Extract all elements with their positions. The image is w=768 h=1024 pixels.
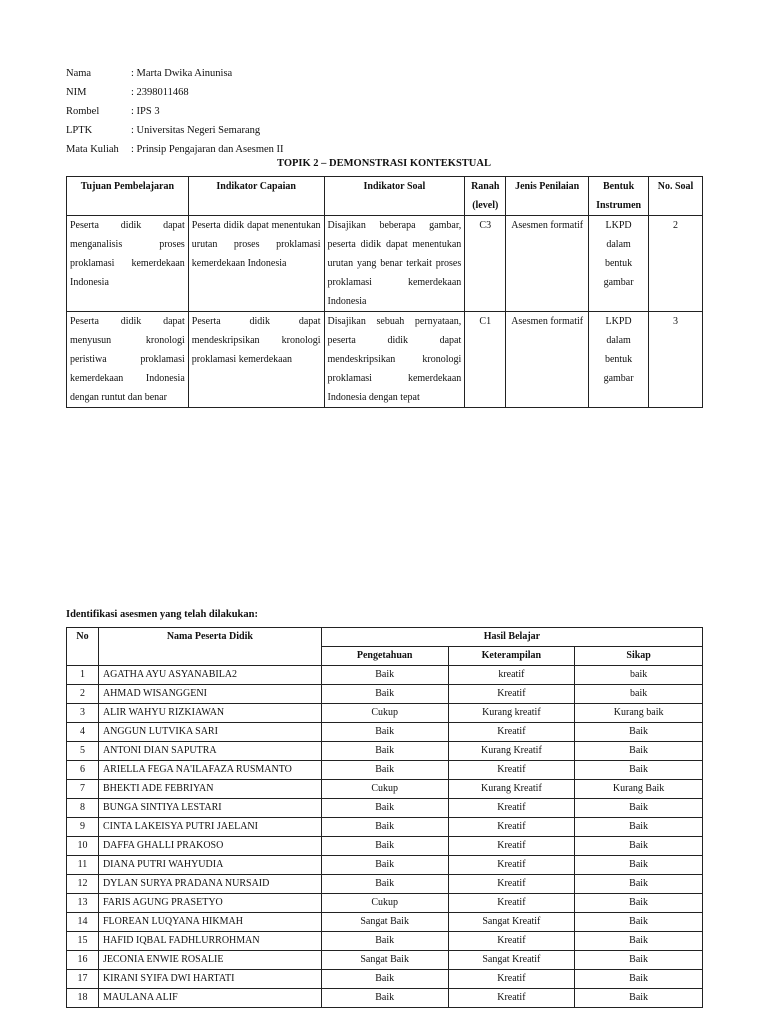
- cell-keterampilan: Kreatif: [448, 723, 575, 742]
- header-bentuk-instrumen: Bentuk Instrumen: [589, 177, 649, 216]
- cell-no: 10: [67, 837, 99, 856]
- cell-pengetahuan: Baik: [321, 818, 448, 837]
- cell-nama: KIRANI SYIFA DWI HARTATI: [98, 970, 321, 989]
- table-row: [67, 799, 703, 818]
- cell-no: 15: [67, 932, 99, 951]
- cell-keterampilan: Kreatif: [448, 685, 575, 704]
- table-row: [67, 989, 703, 1008]
- cell-no: 3: [67, 704, 99, 723]
- table-row: [67, 216, 703, 312]
- cell-pengetahuan: Baik: [321, 856, 448, 875]
- cell-nama: BUNGA SINTIYA LESTARI: [98, 799, 321, 818]
- cell-indikator-soal: Disajikan sebuah pernyataan, peserta didik dapat mendeskripsikan kronologi proklamasi kemerdekaan Indonesia dengan tepat: [324, 312, 465, 408]
- cell-sikap: Baik: [575, 818, 703, 837]
- table-row: [67, 875, 703, 894]
- info-value: : Marta Dwika Ainunisa: [131, 68, 233, 79]
- header-no-soal: No. Soal: [649, 177, 703, 216]
- cell-keterampilan: Kurang Kreatif: [448, 780, 575, 799]
- info-label: Rombel: [66, 106, 100, 117]
- info-row-lptk: [66, 121, 284, 140]
- cell-no: 9: [67, 818, 99, 837]
- info-value: : 2398011468: [131, 87, 189, 98]
- cell-keterampilan: Kreatif: [448, 856, 575, 875]
- table-row: [67, 742, 703, 761]
- header-jenis-penilaian: Jenis Penilaian: [506, 177, 589, 216]
- table-row: [67, 704, 703, 723]
- header-tujuan: Tujuan Pembelajaran: [67, 177, 189, 216]
- header-indikator-soal: Indikator Soal: [324, 177, 465, 216]
- header-keterampilan: Keterampilan: [448, 647, 575, 666]
- cell-no: 2: [67, 685, 99, 704]
- cell-sikap: Baik: [575, 856, 703, 875]
- cell-pengetahuan: Cukup: [321, 704, 448, 723]
- info-label: Mata Kuliah: [66, 144, 119, 155]
- cell-no: 12: [67, 875, 99, 894]
- cell-sikap: Baik: [575, 799, 703, 818]
- topic-title: TOPIK 2 – DEMONSTRASI KONTEKSTUAL: [277, 158, 491, 169]
- cell-pengetahuan: Baik: [321, 742, 448, 761]
- cell-sikap: Kurang baik: [575, 704, 703, 723]
- cell-tujuan: Peserta didik dapat menyusun kronologi peristiwa proklamasi kemerdekaan Indonesia dengan runtut dan benar: [67, 312, 189, 408]
- cell-keterampilan: Kreatif: [448, 970, 575, 989]
- cell-nama: DYLAN SURYA PRADANA NURSAID: [98, 875, 321, 894]
- table-row: [67, 818, 703, 837]
- info-label: NIM: [66, 87, 87, 98]
- cell-bentuk-instrumen: LKPD dalam bentuk gambar: [589, 216, 649, 312]
- cell-pengetahuan: Baik: [321, 932, 448, 951]
- cell-ranah: C3: [465, 216, 506, 312]
- info-label: Nama: [66, 68, 92, 79]
- cell-sikap: baik: [575, 666, 703, 685]
- cell-keterampilan: Kreatif: [448, 894, 575, 913]
- cell-indikator-soal: Disajikan beberapa gambar, peserta didik dapat menentukan urutan yang benar terkait proses proklamasi kemerdekaan Indonesia: [324, 216, 465, 312]
- cell-sikap: Baik: [575, 894, 703, 913]
- cell-pengetahuan: Cukup: [321, 894, 448, 913]
- cell-pengetahuan: Baik: [321, 761, 448, 780]
- info-row-rombel: [66, 102, 284, 121]
- header-sikap: Sikap: [575, 647, 703, 666]
- cell-nama: FARIS AGUNG PRASETYO: [98, 894, 321, 913]
- cell-pengetahuan: Baik: [321, 989, 448, 1008]
- header-hasil-belajar: Hasil Belajar: [321, 628, 702, 647]
- table-row: [67, 685, 703, 704]
- cell-keterampilan: Sangat Kreatif: [448, 913, 575, 932]
- table-row: [67, 780, 703, 799]
- cell-sikap: baik: [575, 685, 703, 704]
- info-value: : Prinsip Pengajaran dan Asesmen II: [131, 144, 284, 155]
- cell-nama: AHMAD WISANGGENI: [98, 685, 321, 704]
- table-header-row: [67, 177, 703, 216]
- cell-sikap: Baik: [575, 913, 703, 932]
- cell-pengetahuan: Baik: [321, 685, 448, 704]
- cell-nama: ALIR WAHYU RIZKIAWAN: [98, 704, 321, 723]
- cell-nama: DAFFA GHALLI PRAKOSO: [98, 837, 321, 856]
- cell-nama: ARIELLA FEGA NA'ILAFAZA RUSMANTO: [98, 761, 321, 780]
- cell-keterampilan: Kurang kreatif: [448, 704, 575, 723]
- table-row: [67, 761, 703, 780]
- header-ranah: Ranah (level): [465, 177, 506, 216]
- table-row: [67, 666, 703, 685]
- cell-no: 13: [67, 894, 99, 913]
- cell-keterampilan: kreatif: [448, 666, 575, 685]
- cell-jenis-penilaian: Asesmen formatif: [506, 216, 589, 312]
- cell-sikap: Baik: [575, 932, 703, 951]
- cell-nama: MAULANA ALIF: [98, 989, 321, 1008]
- table-row: [67, 312, 703, 408]
- cell-nama: HAFID IQBAL FADHLURROHMAN: [98, 932, 321, 951]
- student-results-table: [66, 627, 703, 1008]
- cell-pengetahuan: Sangat Baik: [321, 913, 448, 932]
- table-row: [67, 837, 703, 856]
- cell-sikap: Kurang Baik: [575, 780, 703, 799]
- cell-nama: BHEKTI ADE FEBRIYAN: [98, 780, 321, 799]
- cell-no: 14: [67, 913, 99, 932]
- cell-pengetahuan: Baik: [321, 723, 448, 742]
- header-indikator-capaian: Indikator Capaian: [188, 177, 324, 216]
- cell-no: 5: [67, 742, 99, 761]
- cell-pengetahuan: Baik: [321, 666, 448, 685]
- cell-keterampilan: Kreatif: [448, 761, 575, 780]
- cell-nama: JECONIA ENWIE ROSALIE: [98, 951, 321, 970]
- table-row: [67, 932, 703, 951]
- cell-pengetahuan: Baik: [321, 970, 448, 989]
- cell-bentuk-instrumen: LKPD dalam bentuk gambar: [589, 312, 649, 408]
- cell-no: 7: [67, 780, 99, 799]
- cell-sikap: Baik: [575, 970, 703, 989]
- identification-title: Identifikasi asesmen yang telah dilakukan:: [66, 609, 258, 620]
- header-no: No: [67, 628, 99, 666]
- cell-ranah: C1: [465, 312, 506, 408]
- cell-no: 18: [67, 989, 99, 1008]
- cell-pengetahuan: Baik: [321, 799, 448, 818]
- cell-pengetahuan: Cukup: [321, 780, 448, 799]
- cell-no: 17: [67, 970, 99, 989]
- cell-sikap: Baik: [575, 723, 703, 742]
- cell-no: 11: [67, 856, 99, 875]
- cell-keterampilan: Kreatif: [448, 837, 575, 856]
- cell-sikap: Baik: [575, 951, 703, 970]
- cell-pengetahuan: Baik: [321, 875, 448, 894]
- cell-sikap: Baik: [575, 989, 703, 1008]
- cell-jenis-penilaian: Asesmen formatif: [506, 312, 589, 408]
- cell-nama: CINTA LAKEISYA PUTRI JAELANI: [98, 818, 321, 837]
- table-row: [67, 913, 703, 932]
- cell-keterampilan: Kreatif: [448, 818, 575, 837]
- header-pengetahuan: Pengetahuan: [321, 647, 448, 666]
- cell-sikap: Baik: [575, 875, 703, 894]
- cell-pengetahuan: Sangat Baik: [321, 951, 448, 970]
- info-value: : Universitas Negeri Semarang: [131, 125, 261, 136]
- table-row: [67, 723, 703, 742]
- table-row: [67, 894, 703, 913]
- cell-sikap: Baik: [575, 742, 703, 761]
- cell-nama: DIANA PUTRI WAHYUDIA: [98, 856, 321, 875]
- cell-nama: FLOREAN LUQYANA HIKMAH: [98, 913, 321, 932]
- cell-keterampilan: Sangat Kreatif: [448, 951, 575, 970]
- info-label: LPTK: [66, 125, 93, 136]
- cell-sikap: Baik: [575, 761, 703, 780]
- cell-nama: ANTONI DIAN SAPUTRA: [98, 742, 321, 761]
- cell-keterampilan: Kreatif: [448, 932, 575, 951]
- cell-no: 1: [67, 666, 99, 685]
- cell-no: 6: [67, 761, 99, 780]
- cell-no: 4: [67, 723, 99, 742]
- cell-tujuan: Peserta didik dapat menganalisis proses proklamasi kemerdekaan Indonesia: [67, 216, 189, 312]
- cell-keterampilan: Kreatif: [448, 989, 575, 1008]
- info-value: : IPS 3: [131, 106, 160, 117]
- cell-nama: ANGGUN LUTVIKA SARI: [98, 723, 321, 742]
- cell-no: 16: [67, 951, 99, 970]
- results-body: [67, 666, 703, 1008]
- cell-no: 8: [67, 799, 99, 818]
- cell-nama: AGATHA AYU ASYANABILA2: [98, 666, 321, 685]
- header-nama: Nama Peserta Didik: [98, 628, 321, 666]
- cell-sikap: Baik: [575, 837, 703, 856]
- cell-keterampilan: Kurang Kreatif: [448, 742, 575, 761]
- cell-indikator-capaian: Peserta didik dapat mendeskripsikan kronologi proklamasi kemerdekaan: [188, 312, 324, 408]
- cell-no-soal: 3: [649, 312, 703, 408]
- cell-pengetahuan: Baik: [321, 837, 448, 856]
- table-row: [67, 856, 703, 875]
- student-info: [66, 64, 284, 159]
- cell-no-soal: 2: [649, 216, 703, 312]
- table-row: [67, 951, 703, 970]
- cell-indikator-capaian: Peserta didik dapat menentukan urutan proses proklamasi kemerdekaan Indonesia: [188, 216, 324, 312]
- cell-keterampilan: Kreatif: [448, 875, 575, 894]
- cell-keterampilan: Kreatif: [448, 799, 575, 818]
- results-header-row: [67, 628, 703, 647]
- info-row-mata-kuliah: [66, 140, 284, 159]
- info-row-nama: [66, 64, 284, 83]
- info-row-nim: [66, 83, 284, 102]
- assessment-grid-table: [66, 176, 703, 408]
- table-row: [67, 970, 703, 989]
